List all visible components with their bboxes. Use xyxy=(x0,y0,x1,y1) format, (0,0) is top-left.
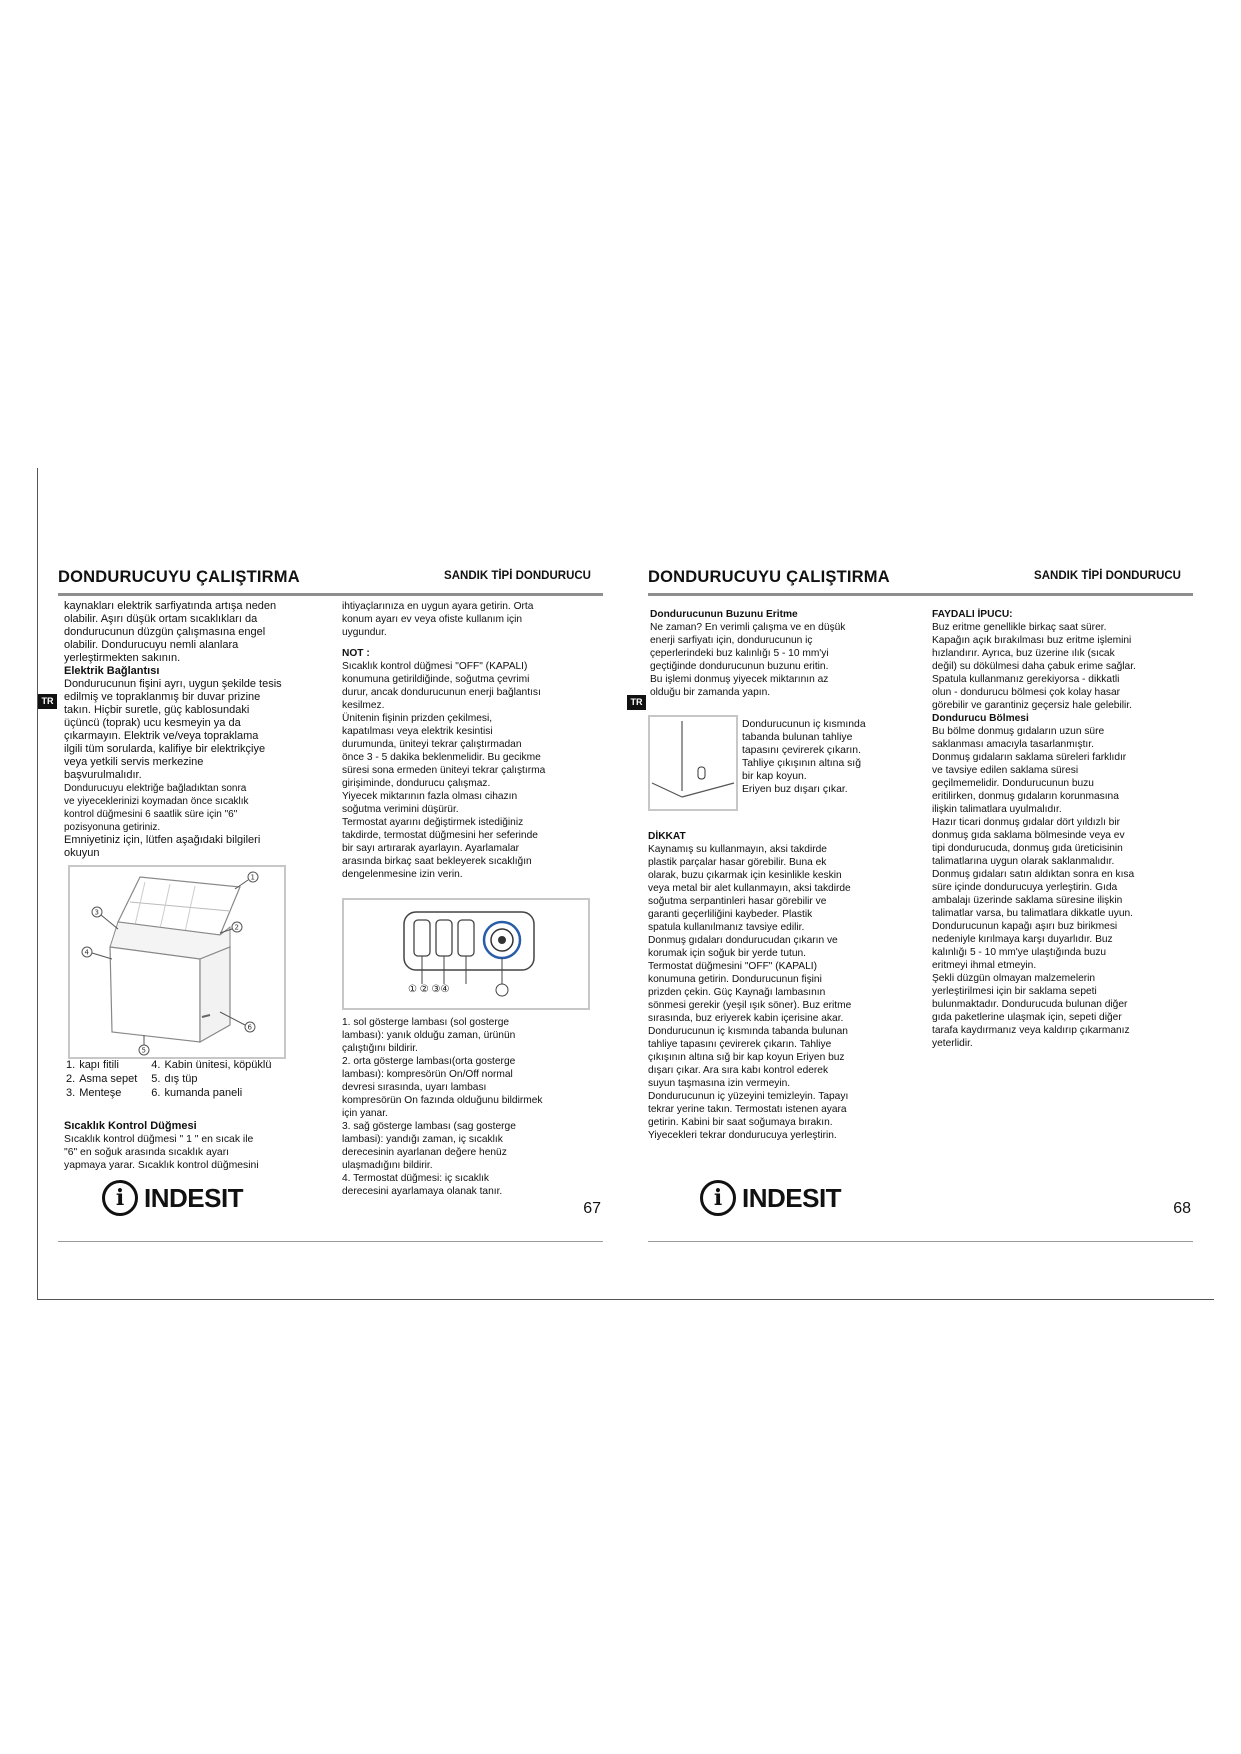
page-title: DONDURUCUYU ÇALIŞTIRMA xyxy=(648,568,890,586)
legend-num: 1. xyxy=(66,1059,76,1071)
svg-text:6: 6 xyxy=(247,1023,252,1032)
text-line: ambalajı üzerinde saklama süresine ilişkin xyxy=(932,895,1123,906)
text-line: okuyun xyxy=(64,847,100,859)
svg-text:2: 2 xyxy=(234,923,239,932)
text-line: dondurucunun düzgün çalışmasına engel xyxy=(64,626,266,638)
text-line: kaynakları elektrik sarfiyatında artışa neden xyxy=(64,600,277,612)
text-line: görebilir ve garantiniz geçersiz hale gelebilir. xyxy=(932,700,1132,711)
brand-name: INDESIT xyxy=(742,1182,842,1213)
text-line: yerleştirmekten sakının. xyxy=(64,652,181,664)
legend-row xyxy=(66,1058,275,1072)
text-line: "6" en soğuk arasında sıcaklık ayarı xyxy=(64,1147,230,1158)
text-line: Termostat ayarını değiştirmek istediğiniz xyxy=(342,817,524,828)
text-line: derecesini ayarlamaya olanak tanır. xyxy=(342,1186,503,1197)
text-line: eritilirken, donmuş gıdaların korunmasına xyxy=(932,791,1119,802)
column-right xyxy=(342,600,592,881)
legend-label: Kabin ünitesi, köpüklü xyxy=(164,1059,272,1071)
text-line: uygundur. xyxy=(342,627,387,638)
text-line: bulunmaktadır. Dondurucuda bulunan diğer xyxy=(932,999,1128,1010)
text-line: hızlandırır. Ayrıca, buz üzerine ılık (sıcak xyxy=(932,648,1115,659)
text-line: olabilir. Dondurucuyu nemli alanlara xyxy=(64,639,239,651)
column-left xyxy=(650,608,910,699)
text-line: Bu bölme donmuş gıdaların uzun süre xyxy=(932,726,1105,737)
column-left-bottom xyxy=(648,830,908,1142)
text-line: prizden çekin. Güç Kaynağı lambasının xyxy=(648,987,826,998)
text-line: Bu işlemi donmuş yiyecek miktarının az xyxy=(650,674,829,685)
text-line: gıda paketlerine ulaşmak için, sepeti diğer xyxy=(932,1012,1122,1023)
text-line: takın. Hiçbir suretle, güç kablosundaki xyxy=(64,704,250,716)
parts-legend xyxy=(66,1058,275,1100)
text-line: Yiyecekleri tekrar dondurucuya yerleştirin. xyxy=(648,1130,837,1141)
page-subtitle: SANDIK TİPİ DONDURUCU xyxy=(1034,570,1181,582)
text-line: tahliye tapasını çevirerek çıkarın. Tahliye xyxy=(648,1039,832,1050)
text-line: ihtiyaçlarınıza en uygun ayara getirin. Orta xyxy=(342,601,534,612)
text-line: çıkışının altına sığ bir kap koyun Eriyen buz xyxy=(648,1052,845,1063)
language-badge: TR xyxy=(38,694,57,709)
text-line: devresi sırasında, uyarı lambası xyxy=(342,1082,487,1093)
svg-text:4: 4 xyxy=(84,948,89,957)
freezer-illustration xyxy=(70,867,284,1057)
control-panel-figure xyxy=(342,898,590,1010)
text-line: pozisyonuna getiriniz. xyxy=(64,822,161,833)
text-line: durumunda, üniteyi tekrar çalıştırmadan xyxy=(342,739,522,750)
text-line: değil) su dökülmesi daha çabuk erime sağlar. xyxy=(932,661,1136,672)
text-line: 3. sağ gösterge lambası (sag gosterge xyxy=(342,1121,516,1132)
legend-num: 3. xyxy=(66,1087,76,1099)
text-line: yapmaya yarar. Sıcaklık kontrol düğmesini xyxy=(64,1160,259,1171)
header-rule xyxy=(648,593,1193,596)
legend-num: 2. xyxy=(66,1073,76,1085)
text-line: Termostat düğmesini "OFF" (KAPALI) xyxy=(648,961,817,972)
text-line: soğutma verimini düşürür. xyxy=(342,804,459,815)
page-number: 68 xyxy=(1173,1200,1191,1217)
text-line: saklanması amacıyla tasarlanmıştır. xyxy=(932,739,1094,750)
text-line: 2. orta gösterge lambası(orta gosterge xyxy=(342,1056,516,1067)
text-line: ve tavsiye edilen saklama süresi xyxy=(932,765,1079,776)
frame-left-line xyxy=(37,468,38,1300)
text-line: ve yiyeceklerinizi koymadan önce sıcaklık xyxy=(64,796,249,807)
section-title-bolme: Dondurucu Bölmesi xyxy=(932,713,1029,724)
drain-figure xyxy=(648,715,738,811)
text-line: Şekli düzgün olmayan malzemelerin xyxy=(932,973,1096,984)
page-67 xyxy=(41,560,603,1250)
text-line: durur, ancak dondurucunun enerji bağlantısı xyxy=(342,687,541,698)
brand-logo xyxy=(102,1180,243,1216)
text-line: süresi sona ermeden üniteyi tekrar çalıştırma xyxy=(342,765,546,776)
text-line: tabanda bulunan tahliye xyxy=(742,732,853,743)
text-line: Hazır ticari donmuş gıdalar dört yıldızlı bir xyxy=(932,817,1120,828)
text-line: Spatula kullanmanız gerekiyorsa - dikkatli xyxy=(932,674,1120,685)
text-line: kapatılması veya elektrik kesintisi xyxy=(342,726,493,737)
section-title-ipucu: FAYDALI İPUCU: xyxy=(932,609,1013,620)
text-line: Donmuş gıdaların saklama süreleri farklıdır xyxy=(932,752,1127,763)
text-line: olduğu bir zamanda yapın. xyxy=(650,687,771,698)
text-line: 1. sol gösterge lambası (sol gosterge xyxy=(342,1017,510,1028)
text-line: ulaşmadığını bildirir. xyxy=(342,1160,433,1171)
text-line: dengelenmesine izin verin. xyxy=(342,869,463,880)
svg-text:3: 3 xyxy=(94,908,99,917)
legend-num: 6. xyxy=(151,1087,161,1099)
legend-num: 4. xyxy=(151,1059,161,1071)
text-line: arasında birkaç saat bekleyerek sıcaklığın xyxy=(342,856,532,867)
text-line: veya yetkili servis merkezine xyxy=(64,756,204,768)
text-line: eritmeyi ihmal etmeyin. xyxy=(932,960,1037,971)
text-line: Ne zaman? En verimli çalışma ve en düşük xyxy=(650,622,846,633)
text-line: Dondurucunun iç yüzeyini temizleyin. Tapayı xyxy=(648,1091,849,1102)
brand-name: INDESIT xyxy=(144,1182,244,1213)
text-line: Dondurucunun kapağı aşırı buz birikmesi xyxy=(932,921,1118,932)
text-line: olabilir. Aşırı düşük ortam sıcaklıkları da xyxy=(64,613,258,625)
text-line: takdirde, termostat düğmesini her seferinde xyxy=(342,830,538,841)
text-line: bir sayı artırarak ayarlayın. Ayarlamalar xyxy=(342,843,520,854)
drain-figure-text xyxy=(742,718,912,796)
text-line: Sıcaklık kontrol düğmesi " 1 " en sıcak ile xyxy=(64,1134,254,1145)
brand-mark: i xyxy=(102,1180,138,1216)
text-line: çıkarmayın. Elektrik ve/veya topraklama xyxy=(64,730,259,742)
legend-row xyxy=(66,1072,275,1086)
page-68 xyxy=(630,560,1193,1250)
text-line: dışarı çıkar. Ara sıra kabı kontrol ederek xyxy=(648,1065,829,1076)
page-title: DONDURUCUYU ÇALIŞTIRMA xyxy=(58,568,300,586)
text-line: üçüncü (toprak) ucu kesmeyin ya da xyxy=(64,717,241,729)
text-line: kalınlığı 5 - 10 mm'ye ulaştığında buzu xyxy=(932,947,1107,958)
text-line: korumak için soğuk bir yerde tutun. xyxy=(648,948,806,959)
text-line: Kapağın açık bırakılması buz eritme işlemini xyxy=(932,635,1132,646)
text-line: ilişkin talimatlara uyulmalıdır. xyxy=(932,804,1062,815)
legend-label: Asma sepet xyxy=(79,1073,138,1085)
legend-row xyxy=(66,1086,275,1100)
text-line: lambası): kompresörün On/Off normal xyxy=(342,1069,513,1080)
drain-illustration xyxy=(650,717,736,809)
text-line: nedeniyle kırılmaya karşı duyarlıdır. Buz xyxy=(932,934,1113,945)
text-line: tarafa kaydırmanız veya kaldırıp çıkarmanız xyxy=(932,1025,1130,1036)
text-line: süre içinde dondurucuya yerleştirin. Gıda xyxy=(932,882,1118,893)
brand-mark: i xyxy=(700,1180,736,1216)
text-line: Kaynamış su kullanmayın, aksi takdirde xyxy=(648,844,827,855)
panel-label: ③④ xyxy=(431,984,450,995)
column-left-bottom xyxy=(64,1120,324,1172)
text-line: lambasi): yandığı zaman, iç sıcaklık xyxy=(342,1134,503,1145)
text-line: geçilmemelidir. Dondurucunun buzu xyxy=(932,778,1094,789)
text-line: edilmiş ve topraklanmış bir duvar prizine xyxy=(64,691,261,703)
brand-logo xyxy=(700,1180,841,1216)
text-line: kompresörün On fazında olduğunu bildirmek xyxy=(342,1095,543,1106)
text-line: Dondurucuyu elektriğe bağladıktan sonra xyxy=(64,783,247,794)
text-line: veya metal bir alet kullanmayın, aksi takdirde xyxy=(648,883,851,894)
text-line: Sıcaklık kontrol düğmesi "OFF" (KAPALI) xyxy=(342,661,528,672)
panel-label: ② xyxy=(419,984,429,995)
section-title-sicaklik: Sıcaklık Kontrol Düğmesi xyxy=(64,1120,197,1132)
text-line: talimatlarına uygun olarak saklanmalıdır. xyxy=(932,856,1115,867)
text-line: 4. Termostat düğmesi: iç sıcaklık xyxy=(342,1173,490,1184)
text-line: tapasını çevirerek çıkarın. xyxy=(742,745,861,756)
not-colon: : xyxy=(363,648,370,659)
text-line: önce 3 - 5 dakika beklenmelidir. Bu gecikme xyxy=(342,752,541,763)
section-title-dikkat: DİKKAT xyxy=(648,831,686,842)
legend-label: kumanda paneli xyxy=(164,1087,243,1099)
text-line: garanti geçerliliğini kaybeder. Plastik xyxy=(648,909,813,920)
page-subtitle: SANDIK TİPİ DONDURUCU xyxy=(444,570,591,582)
text-line: Dondurucunun fişini ayrı, uygun şekilde tesis xyxy=(64,678,282,690)
text-line: çalıştığını bildirir. xyxy=(342,1043,418,1054)
text-line: Yiyecek miktarının fazla olması cihazın xyxy=(342,791,518,802)
frame-bottom-line xyxy=(37,1299,1214,1300)
column-left xyxy=(64,600,324,860)
text-line: kontrol düğmesini 6 saatlik süre için "6" xyxy=(64,809,238,820)
text-line: yeterlidir. xyxy=(932,1038,973,1049)
section-title-elektrik: Elektrik Bağlantısı xyxy=(64,665,160,677)
not-label: NOT xyxy=(342,648,364,659)
text-line: bir kap koyun. xyxy=(742,771,807,782)
text-line: Eriyen buz dışarı çıkar. xyxy=(742,784,848,795)
text-line: Dondurucunun iç kısmında tabanda bulunan xyxy=(648,1026,848,1037)
text-line: sönmesi gerekir (yeşil ışık söner). Buz eritme xyxy=(648,1000,852,1011)
text-line: kesilmez. xyxy=(342,700,385,711)
text-line: Emniyetiniz için, lütfen aşağıdaki bilgileri xyxy=(64,834,261,846)
text-line: Donmuş gıdaları dondurucudan çıkarın ve xyxy=(648,935,838,946)
text-line: çeperlerindeki buz kalınlığı 5 - 10 mm'yi xyxy=(650,648,829,659)
text-line: talimatlar varsa, bu talimatlara dikkatle uyun. xyxy=(932,908,1134,919)
text-line: ilgili tüm sorularda, kalifiye bir elektrikçiye xyxy=(64,743,266,755)
column-right-bottom xyxy=(342,1016,592,1198)
text-line: girişiminde, dondurucu çalışmaz. xyxy=(342,778,491,789)
legend-num: 5. xyxy=(151,1073,161,1085)
text-line: yerleştirilmesi için bir saklama sepeti xyxy=(932,986,1097,997)
text-line: enerji sarfiyatı için, dondurucunun iç xyxy=(650,635,813,646)
text-line: konumuna getirin. Dondurucunun fişini xyxy=(648,974,822,985)
text-line: Donmuş gıdaları satın aldıktan sonra en kısa xyxy=(932,869,1135,880)
text-line: geçtiğinde dondurucunun buzunu eritin. xyxy=(650,661,829,672)
text-line: plastik parçalar hasar görebilir. Buna ek xyxy=(648,857,827,868)
text-line: spatula kullanılmanız tavsiye edilir. xyxy=(648,922,805,933)
language-badge: TR xyxy=(627,695,646,710)
text-line: Dondurucunun iç kısmında xyxy=(742,719,866,730)
text-line: Buz eritme genellikle birkaç saat sürer. xyxy=(932,622,1107,633)
panel-label: ① xyxy=(408,984,417,995)
svg-text:5: 5 xyxy=(141,1046,146,1055)
text-line: lambası): yanık olduğu zaman, ürünün xyxy=(342,1030,516,1041)
text-line: konum ayarı ev veya ofiste kullanım için xyxy=(342,614,523,625)
legend-label: dış tüp xyxy=(164,1073,198,1085)
text-line: başvurulmalıdır. xyxy=(64,769,142,781)
footer-rule xyxy=(58,1241,603,1242)
page-number: 67 xyxy=(583,1200,601,1217)
text-line: tekrar yerine takın. Termostatı istenen ayara xyxy=(648,1104,847,1115)
text-line: Ünitenin fişinin prizden çekilmesi, xyxy=(342,713,493,724)
text-line: konumuna getirildiğinde, soğutma çevrimi xyxy=(342,674,530,685)
text-line: olun - dondurucu bölmesi çok kolay hasar xyxy=(932,687,1121,698)
text-line: donmuş gıda saklama bölmesinde veya ev xyxy=(932,830,1125,841)
text-line: sırasında, buz eriyerek kabin içerisine akar. xyxy=(648,1013,844,1024)
panel-labels xyxy=(408,983,449,996)
svg-text:1: 1 xyxy=(250,873,255,882)
section-title-not xyxy=(342,647,592,660)
text-line: tipi dondurucuda, donmuş gıda üreticisinin xyxy=(932,843,1123,854)
footer-rule xyxy=(648,1241,1193,1242)
text-line: soğutma serpantinleri hasar görebilir ve xyxy=(648,896,827,907)
text-line: olarak, buzu çıkarmak için kesinlikle keskin xyxy=(648,870,842,881)
text-line: derecesinin ayarlanan değere henüz xyxy=(342,1147,507,1158)
text-line: suyun taşmasına izin vermeyin. xyxy=(648,1078,791,1089)
control-panel-illustration xyxy=(344,900,588,1008)
section-title-buz: Dondurucunun Buzunu Eritme xyxy=(650,609,798,620)
legend-label: Menteşe xyxy=(79,1087,122,1099)
text-line: için yanar. xyxy=(342,1108,388,1119)
legend-label: kapı fitili xyxy=(79,1059,119,1071)
freezer-figure xyxy=(68,865,286,1059)
text-line: Tahliye çıkışının altına sığ xyxy=(742,758,861,769)
text-line: getirin. Kabini bir saat soğumaya bırakın. xyxy=(648,1117,833,1128)
column-right xyxy=(932,608,1182,1050)
header-rule xyxy=(58,593,603,596)
